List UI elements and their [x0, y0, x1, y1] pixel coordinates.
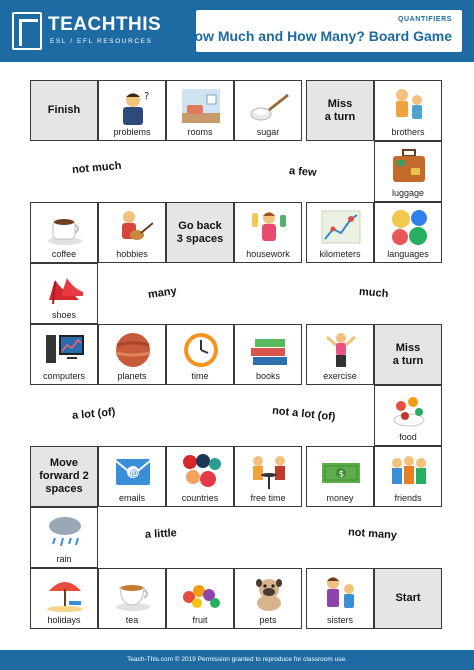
cash-icon	[313, 453, 369, 491]
pug-dog-icon	[249, 575, 289, 613]
logo-name: TEACHTHIS	[48, 14, 162, 35]
quantifier-much: much	[358, 285, 389, 301]
quantifier-many: many	[147, 285, 178, 301]
page-title: How Much and How Many? Board Game	[184, 28, 452, 44]
square-label: coffee	[51, 249, 77, 259]
svg-text:$: $	[338, 469, 345, 480]
speech-bubbles-icon	[389, 209, 429, 247]
flags-icon	[175, 453, 227, 491]
square-rooms[interactable]	[166, 80, 234, 141]
square-label: countries	[181, 493, 219, 503]
square-problems[interactable]	[98, 80, 166, 141]
beach-umbrella-icon	[39, 575, 91, 613]
square-text: Move forward 2 spaces	[39, 457, 89, 495]
square-label: shoes	[51, 310, 77, 320]
tea-cup-icon	[113, 575, 153, 613]
clock-icon	[181, 331, 221, 369]
square-label: pets	[259, 615, 277, 625]
category-label: QUANTIFIERS	[397, 16, 452, 23]
square-housework[interactable]	[234, 202, 302, 263]
square-emails[interactable]	[98, 446, 166, 507]
quantifier-a-lot-of: a lot (of)	[71, 406, 116, 422]
sisters-icon	[321, 575, 361, 613]
map-route-icon	[315, 209, 367, 247]
square-label: exercise	[323, 371, 357, 381]
square-countries[interactable]	[166, 446, 234, 507]
logo-tagline: ESL / EFL RESOURCES	[50, 38, 153, 45]
square-label: friends	[394, 493, 422, 503]
square-coffee[interactable]	[30, 202, 98, 263]
food-splash-icon	[389, 392, 429, 430]
square-label: brothers	[391, 127, 425, 137]
square-label: sisters	[326, 615, 353, 625]
square-rain[interactable]	[30, 507, 98, 568]
square-kilometers[interactable]	[306, 202, 374, 263]
square-sisters[interactable]	[306, 568, 374, 629]
page-footer: Teach-This.com © 2019 Permission granted to reproduce for classroom use.	[0, 650, 474, 670]
square-languages[interactable]	[374, 202, 442, 263]
square-miss-a-turn-top[interactable]	[306, 80, 374, 141]
square-shoes[interactable]	[30, 263, 98, 324]
square-go-back-3[interactable]	[166, 202, 234, 263]
red-heels-icon	[45, 270, 85, 308]
square-label: rain	[56, 554, 72, 564]
square-label: emails	[118, 493, 145, 503]
square-move-forward-2[interactable]	[30, 446, 98, 507]
square-label: planets	[117, 371, 147, 381]
square-label: problems	[113, 127, 151, 137]
rain-cloud-icon	[45, 514, 85, 552]
square-label: fruit	[192, 615, 208, 625]
square-fruit[interactable]	[166, 568, 234, 629]
square-exercise[interactable]	[306, 324, 374, 385]
room-icon	[173, 87, 229, 125]
square-brothers[interactable]	[374, 80, 442, 141]
confused-man-icon	[113, 87, 153, 125]
square-label: money	[326, 493, 354, 503]
square-label: kilometers	[319, 249, 361, 259]
sugar-spoon-icon	[243, 87, 297, 125]
group-of-friends-icon	[389, 453, 429, 491]
square-label: holidays	[47, 615, 81, 625]
square-label: housework	[246, 249, 290, 259]
square-friends[interactable]	[374, 446, 442, 507]
quantifier-a-few: a few	[288, 165, 317, 179]
square-hobbies[interactable]	[98, 202, 166, 263]
square-books[interactable]	[234, 324, 302, 385]
square-label: luggage	[391, 188, 425, 198]
square-label: hobbies	[116, 249, 148, 259]
suitcase-icon	[389, 148, 429, 186]
square-finish[interactable]	[30, 80, 98, 141]
square-tea[interactable]	[98, 568, 166, 629]
square-text: Miss a turn	[324, 97, 356, 123]
friends-cafe-icon	[241, 453, 297, 491]
teachthis-logo[interactable]	[12, 10, 182, 54]
square-label: sugar	[256, 127, 280, 137]
square-computers[interactable]	[30, 324, 98, 385]
square-label: free time	[250, 493, 286, 503]
square-text: Miss a turn	[392, 341, 424, 367]
logo-mark-icon	[12, 12, 42, 50]
square-free-time[interactable]	[234, 446, 302, 507]
square-pets[interactable]	[234, 568, 302, 629]
square-label: books	[255, 371, 281, 381]
square-text: Start	[395, 592, 421, 604]
square-text: Go back 3 spaces	[176, 219, 224, 245]
square-text: Finish	[47, 104, 81, 116]
square-start[interactable]	[374, 568, 442, 629]
square-luggage[interactable]	[374, 141, 442, 202]
planet-icon	[113, 331, 153, 369]
cleaning-woman-icon	[249, 209, 289, 247]
square-time[interactable]	[166, 324, 234, 385]
square-label: computers	[42, 371, 86, 381]
square-planets[interactable]	[98, 324, 166, 385]
email-icon	[113, 453, 153, 491]
svg-text:@: @	[129, 468, 139, 479]
exercising-woman-icon	[321, 331, 361, 369]
square-holidays[interactable]	[30, 568, 98, 629]
quantifier-not-much: not much	[71, 159, 122, 177]
square-sugar[interactable]	[234, 80, 302, 141]
square-label: food	[399, 432, 417, 442]
square-label: languages	[387, 249, 429, 259]
computer-icon	[35, 331, 95, 369]
square-label: rooms	[187, 127, 213, 137]
brothers-icon	[389, 87, 429, 125]
coffee-cup-icon	[45, 209, 85, 247]
quantifier-not-many: not many	[347, 526, 398, 542]
title-box	[184, 10, 462, 52]
square-label: tea	[125, 615, 139, 625]
square-label: time	[191, 371, 209, 381]
square-food[interactable]	[374, 385, 442, 446]
fruit-basket-icon	[173, 575, 229, 613]
page-header	[0, 0, 474, 62]
quantifier-not-a-lot-of: not a lot (of)	[271, 404, 336, 424]
square-money[interactable]	[306, 446, 374, 507]
square-miss-a-turn-middle[interactable]	[374, 324, 442, 385]
quantifier-a-little: a little	[144, 527, 178, 541]
guitar-player-icon	[113, 209, 153, 247]
book-stack-icon	[243, 331, 295, 369]
svg-text:?: ?	[144, 91, 150, 102]
